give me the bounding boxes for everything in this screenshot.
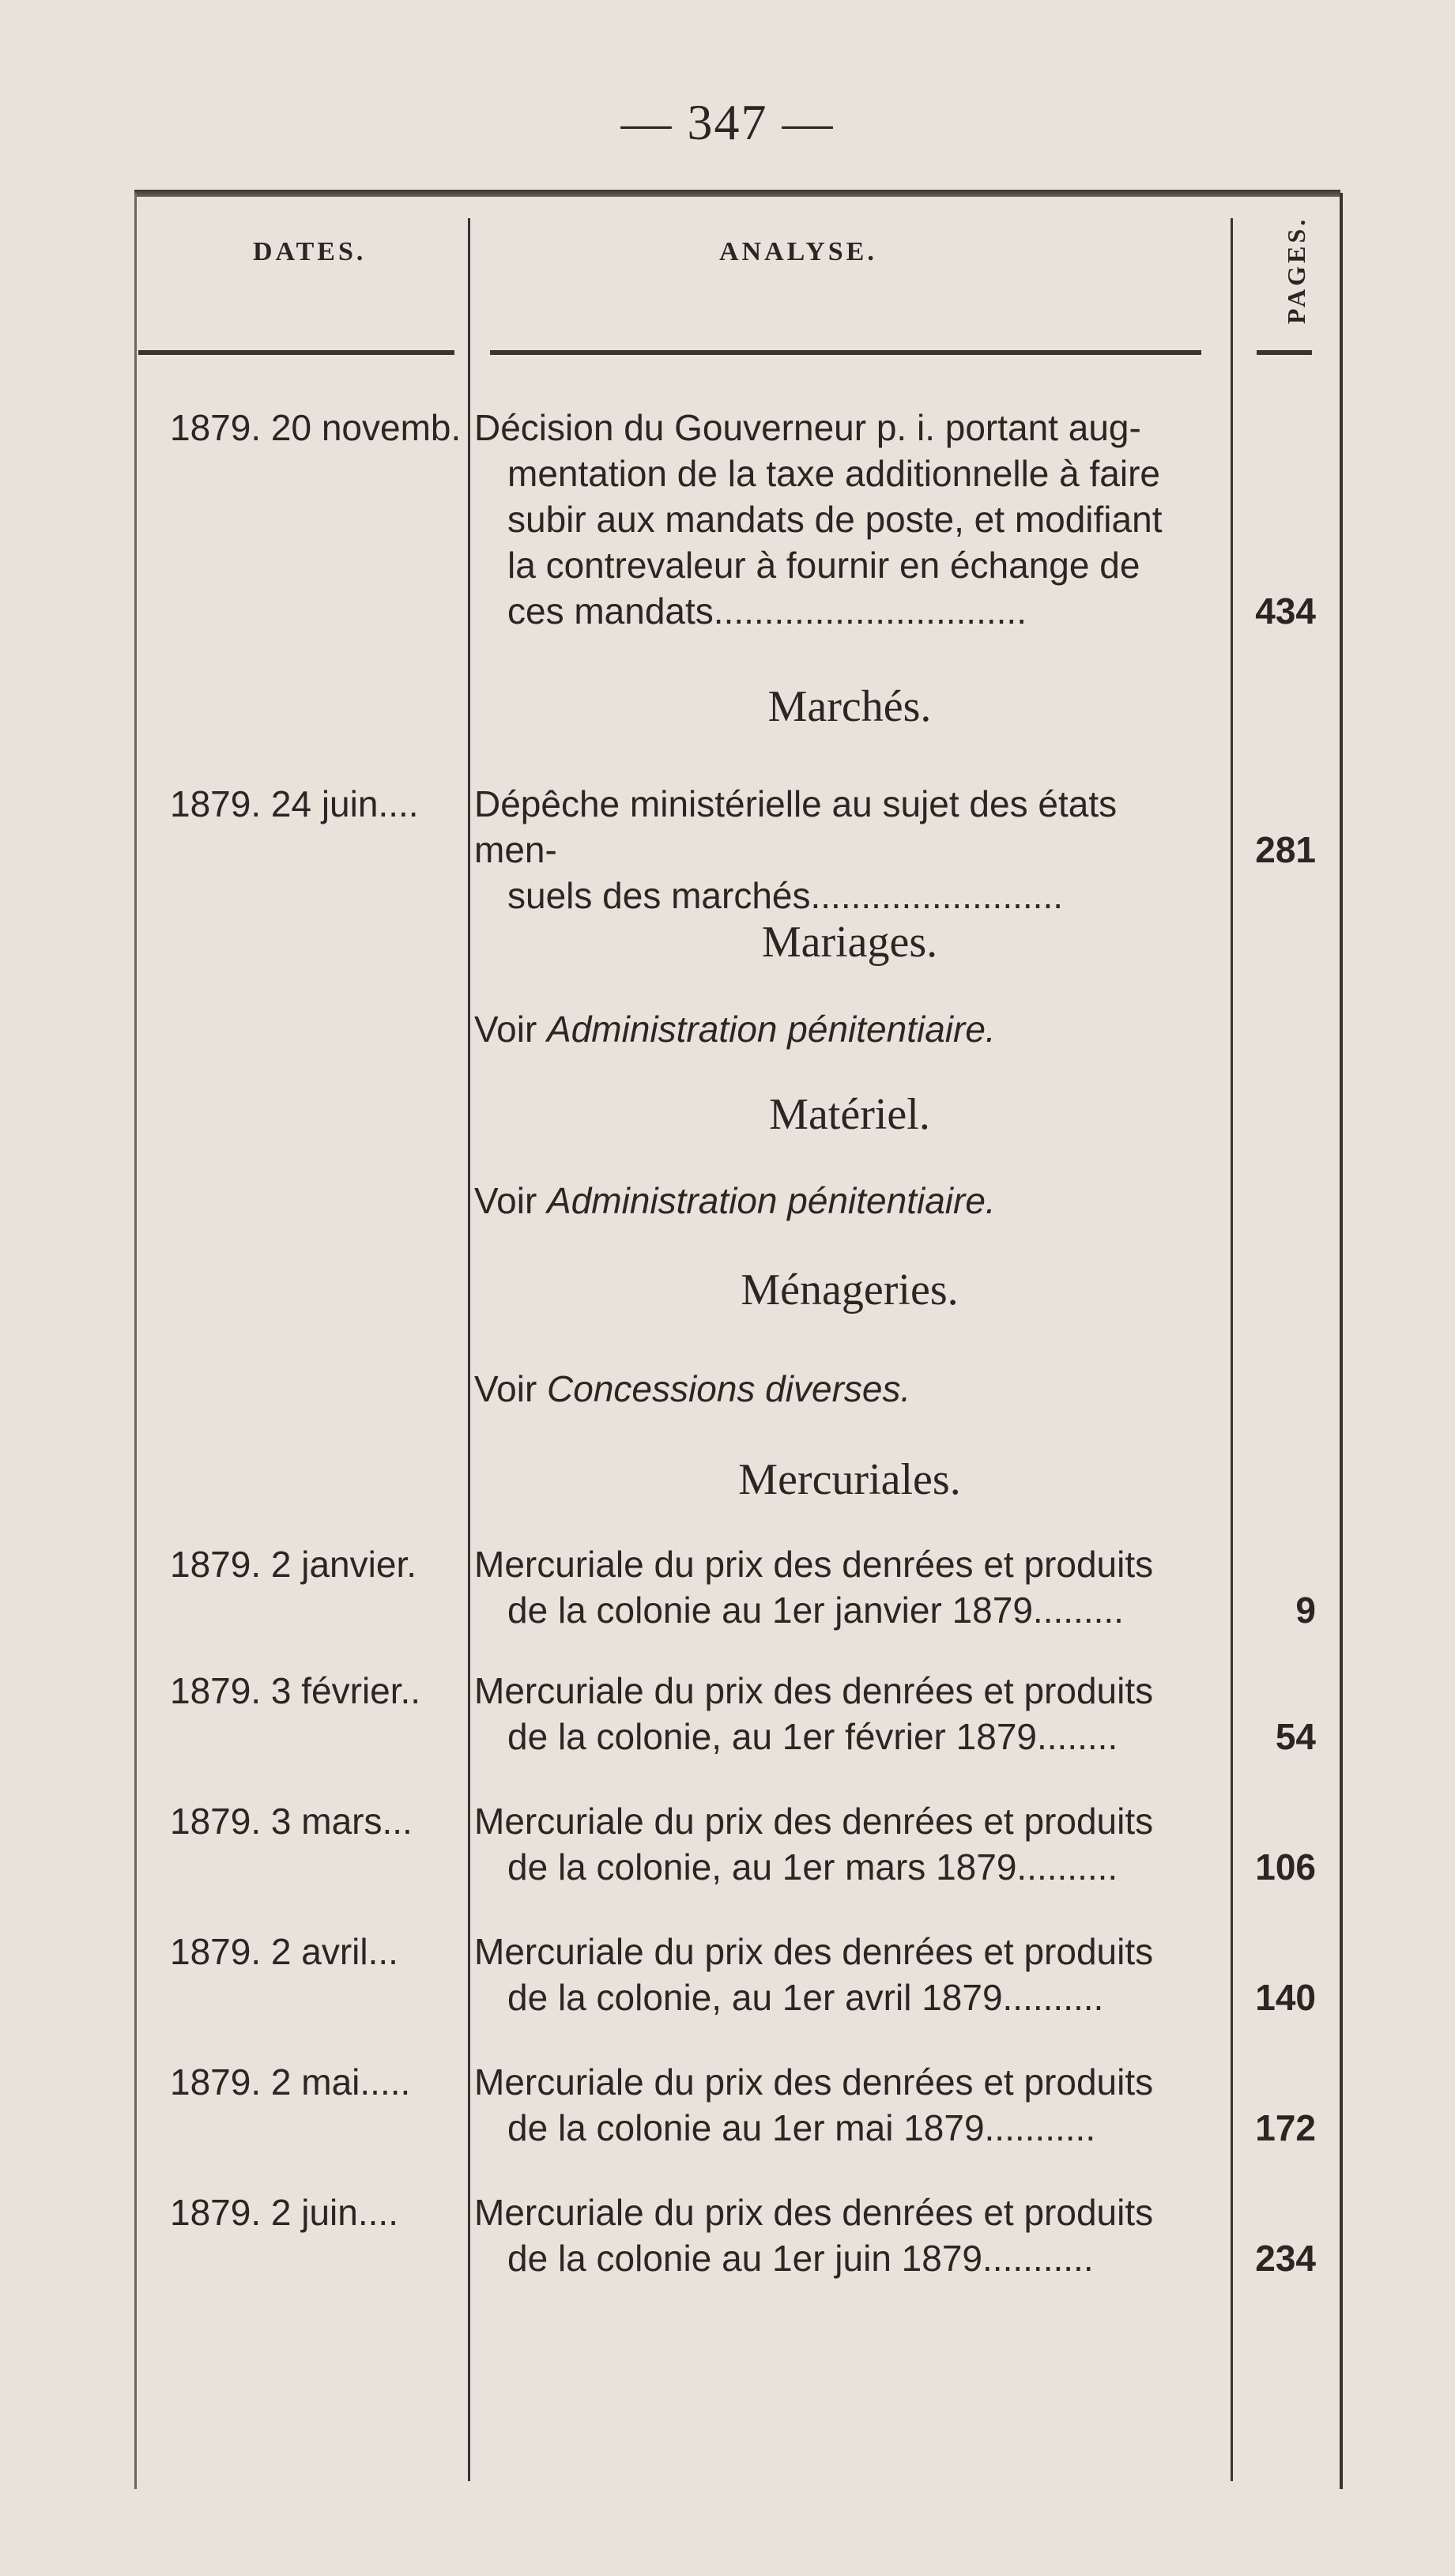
reference-target: Administration pénitentiaire.: [547, 1180, 996, 1221]
header-analyse: ANALYSE.: [719, 237, 877, 266]
entry-page: 434: [1255, 590, 1316, 632]
section-marches: Marchés.: [767, 682, 932, 731]
entry-line: ces mandats...............................: [507, 590, 1027, 632]
entry-page: 281: [1255, 829, 1316, 870]
entry-line: subir aux mandats de poste, et modifiant: [507, 499, 1163, 540]
entry-line: Mercuriale du prix des denrées et produits: [474, 1801, 1154, 1842]
header-rule-dates: [138, 350, 454, 355]
entry-date: 1879. 2 janvier.: [170, 1544, 417, 1585]
entry-line: Mercuriale du prix des denrées et produits: [474, 1670, 1154, 1711]
header-pages: PAGES.: [1282, 216, 1310, 324]
entry-analysis: [474, 781, 1209, 918]
entry-date: 1879. 2 juin....: [170, 2192, 398, 2233]
entry-page: 140: [1255, 1977, 1316, 2018]
entry-line: Dépêche ministérielle au sujet des états men-: [474, 783, 1118, 870]
entry-line: de la colonie au 1er juin 1879...........: [507, 2238, 1094, 2279]
entry-line: de la colonie au 1er mai 1879...........: [507, 2107, 1096, 2148]
section-menageries: Ménageries.: [741, 1265, 959, 1314]
entry-date: 1879. 20 novemb.: [170, 407, 462, 448]
reference-voir: Voir: [474, 1009, 537, 1050]
entry-analysis: [474, 405, 1209, 634]
entry-page: 54: [1275, 1716, 1316, 1757]
reference-voir: Voir: [474, 1368, 537, 1409]
column-divider-dates: [468, 218, 470, 2481]
entry-line: la contrevaleur à fournir en échange de: [507, 545, 1140, 586]
reference-target: Administration pénitentiaire.: [547, 1009, 996, 1050]
entry-date: 1879. 2 mai.....: [170, 2061, 411, 2103]
entry-page: 172: [1255, 2107, 1316, 2148]
entry-analysis: [474, 1541, 1209, 1633]
page-number: — 347 —: [620, 94, 835, 150]
header-rule-analyse: [490, 350, 1201, 355]
reference-materiel: [474, 1179, 996, 1222]
entry-page: 234: [1255, 2238, 1316, 2279]
entry-line: de la colonie, au 1er avril 1879..........: [507, 1977, 1104, 2018]
entry-line: suels des marchés.........................: [507, 875, 1064, 916]
entry-page: 9: [1295, 1590, 1316, 1631]
entry-analysis: [474, 1798, 1209, 1890]
entry-page: 106: [1255, 1846, 1316, 1888]
reference-mariages: [474, 1008, 996, 1050]
entry-line: Décision du Gouverneur p. i. portant aug-: [474, 407, 1141, 448]
reference-target: Concessions diverses.: [547, 1368, 911, 1409]
section-mariages: Mariages.: [761, 918, 938, 967]
reference-voir: Voir: [474, 1180, 537, 1221]
header-dates: DATES.: [253, 237, 367, 266]
reference-menageries: [474, 1367, 910, 1410]
entry-line: de la colonie, au 1er mars 1879..........: [507, 1846, 1118, 1888]
section-mercuriales: Mercuriales.: [738, 1455, 961, 1504]
header-rule-pages: [1257, 350, 1312, 355]
entry-line: Mercuriale du prix des denrées et produits: [474, 2192, 1154, 2233]
entry-analysis: [474, 2059, 1209, 2151]
entry-line: de la colonie au 1er janvier 1879.........: [507, 1590, 1124, 1631]
entry-date: 1879. 24 juin....: [170, 783, 419, 824]
section-materiel: Matériel.: [769, 1090, 930, 1139]
entry-line: de la colonie, au 1er février 1879........: [507, 1716, 1118, 1757]
entry-analysis: [474, 1929, 1209, 2020]
entry-date: 1879. 3 février..: [170, 1670, 421, 1711]
entry-line: Mercuriale du prix des denrées et produits: [474, 1544, 1154, 1585]
entry-line: Mercuriale du prix des denrées et produits: [474, 2061, 1154, 2103]
entry-date: 1879. 3 mars...: [170, 1801, 413, 1842]
entry-analysis: [474, 2189, 1209, 2281]
entry-date: 1879. 2 avril...: [170, 1931, 398, 1972]
entry-line: Mercuriale du prix des denrées et produits: [474, 1931, 1154, 1972]
entry-analysis: [474, 1668, 1209, 1759]
entry-line: mentation de la taxe additionnelle à faire: [507, 453, 1161, 494]
